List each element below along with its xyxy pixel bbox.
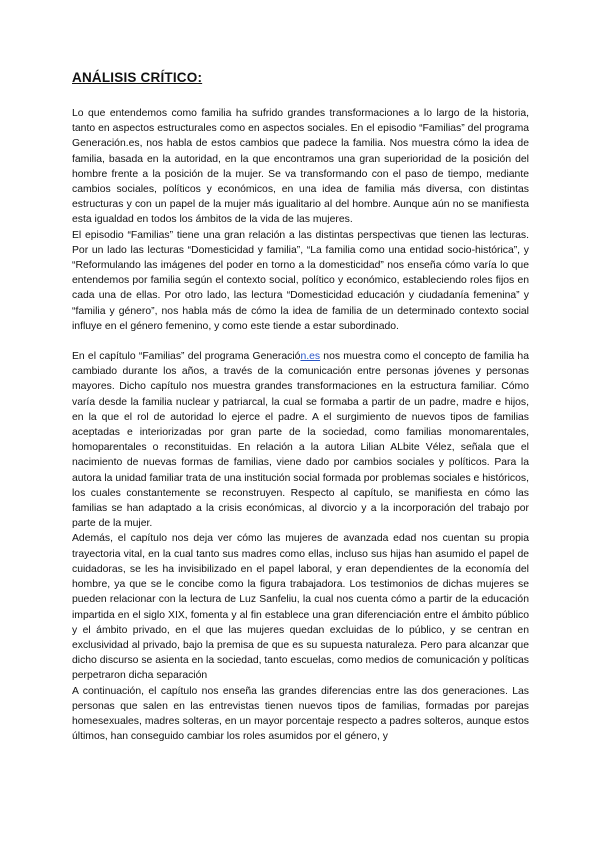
- paragraph-gap: [72, 334, 529, 349]
- paragraph-chapter-start: En el capítulo “Familias” del programa Generació: [72, 351, 301, 363]
- generacion-es-link[interactable]: n.es: [300, 351, 321, 363]
- paragraph-chapter: [72, 349, 529, 531]
- paragraph-generations: A continuación, el capítulo nos enseña las grandes diferencias entre las dos generaciones. Las personas que salen en las entrevistas tienen nuevos tipos de familias, formadas por parejas homesexuales, madres solteras, en un mayor porcentaje respecto a padres solteros, aunque estos últimos, han conseguido cambiar los roles asumidos por el género, y: [72, 685, 529, 743]
- paragraph-intro: Lo que entendemos como familia ha sufrido grandes transformaciones a lo largo de la historia, tanto en aspectos estructurales como en aspectos sociales. En el episodio “Familias” del programa Generación.es, nos habla de estos cambios que padece la familia. Nos muestra cómo la idea de familia, basada en la autoridad, en la que encontramos una gran superioridad de la posición del hombre frente a la posición de la mujer. Se va transformando con el paso de tiempo, mediante cambios sociales, políticos y económicos, en una idea de familia más diversa, con distintas estructuras y con un papel de la mujer más igualitario al del hombre. Aunque aún no se manifiesta esta igualdad en todos los ámbitos de la vida de las mujeres.: [72, 108, 529, 226]
- paragraph-testimonies: Además, el capítulo nos deja ver cómo las mujeres de avanzada edad nos cuentan su propia trayectoria vital, en la cual tanto sus madres como ellas, incluso sus hijas han asumido el papel de cuidadoras, se les ha invisibilizado en el papel laboral, y eran dependientes de la economía del hombre, ya que se le concibe como la figura trabajadora. Los testimonios de dichas mujeres se pueden relacionar con la lectura de Luz Sanfeliu, la cual nos cuenta cómo a partir de la educación impartida en el siglo XIX, fomenta y al fin establece una gran diferenciación entre el ámbito público y el ámbito privado, en el que las mujeres quedan excluidas de lo público, y se centran en exclusividad al privado, bajo la premisa de que es su supuesta naturaleza. Pero para alcanzar que dicho discurso se asienta en la sociedad, tanto escuelas, como medios de comunicación y políticas perpetraron dicha separación: [72, 533, 529, 682]
- page-title: ANÁLISIS CRÍTICO:: [72, 70, 203, 85]
- paragraph-readings: El episodio “Familias” tiene una gran relación a las distintas perspectivas que tienen las lecturas. Por un lado las lecturas “Domesticidad y familia”, “La familia como una entidad socio-histórica”, y “Reformulando las imágenes del poder en torno a la domesticidad” nos enseña cómo varía lo que entendemos por familia según el contexto social, político y económico, estableciendo roles fijos en cada una de ellas. Por otro lado, las lectura “Domesticidad educación y ciudadanía femenina” y “familia y género”, nos habla más de cómo la idea de familia de un determinado contexto social influye en el género femenino, y como este tiende a estar subordinado.: [72, 229, 529, 332]
- paragraph-chapter-rest: nos muestra como el concepto de familia ha cambiado durante los años, a través de la comunicación entre personas jóvenes y personas mayores. Dicho capítulo nos muestra grandes transformaciones en la estructura familiar. Cómo varía desde la familia nuclear y patriarcal, la cual se formaba a partir de un padre, madre e hijos, en la que el rol de autoridad lo ejerce el padre. A el surgimiento de nuevos tipos de familias aceptadas e interiorizadas por gran parte de la sociedad, como familias monomarentales, homoparentales o reconstituidas. En relación a la autora Lilian ALbite Vélez, señala que el nacimiento de nuevas formas de familias, viene dado por cambios sociales y políticos. Para la autora la unidad familiar trata de una institución social formada por problemas sociales e históricos, los cuales constantemente se reconstruyen. Respecto al capítulo, se manifiesta en cómo las familias se han adaptado a la crisis económicas, al divorcio y a la incorporación del trabajo por parte de la mujer.: [72, 351, 529, 530]
